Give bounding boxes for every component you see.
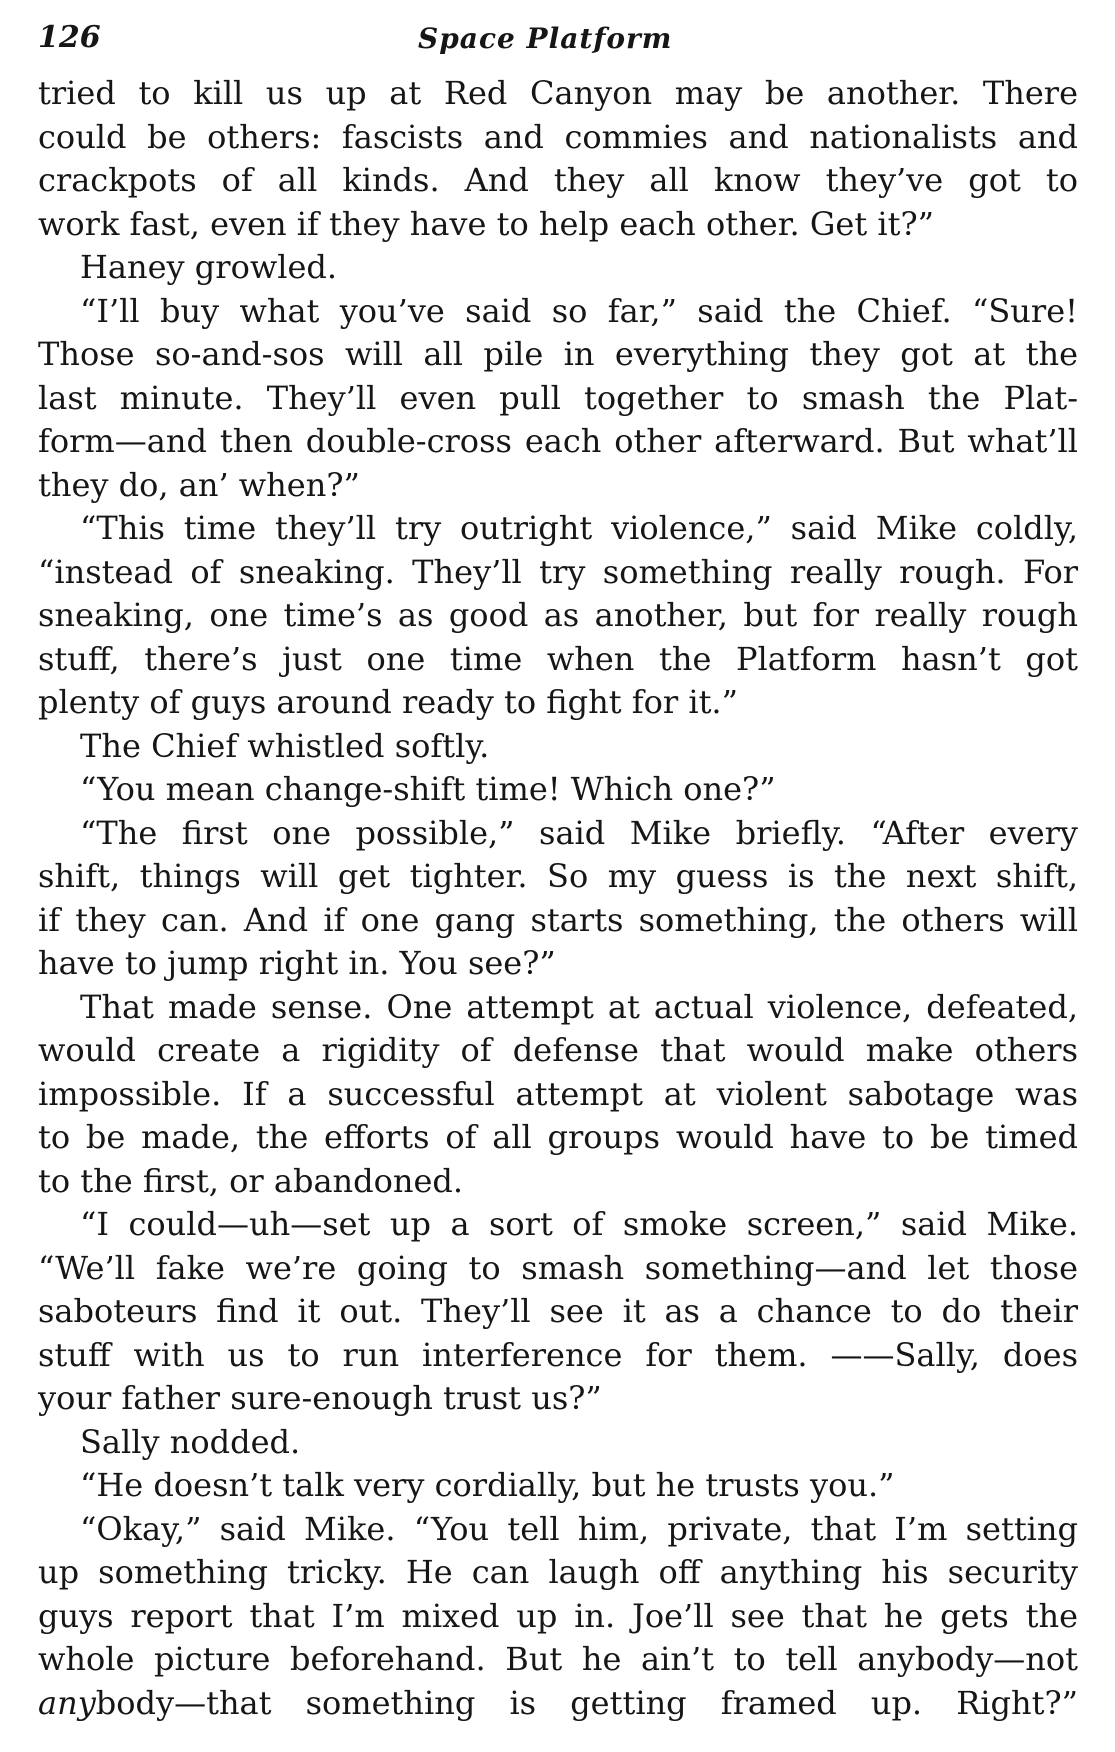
text-line: tried to kill us up at Red Canyon may be another. There [38, 74, 1078, 112]
text-line: work fast, even if they have to help each other. Get it?” [38, 204, 934, 243]
text-line: saboteurs find it out. They’ll see it as a chance to do their [38, 1292, 1078, 1330]
text-line: “He doesn’t talk very cordially, but he trusts you.” [80, 1466, 895, 1504]
text-line: shift, things will get tighter. So my guess is the next shift, [38, 857, 1078, 895]
text-line: they do, an’ when?” [38, 465, 360, 504]
text-line-final [38, 1682, 1078, 1726]
text-line: Sally nodded. [80, 1422, 301, 1461]
text-line: Those so-and-sos will all pile in everything they got at the [38, 335, 1078, 373]
text-line: sneaking, one time’s as good as another, but for really rough [38, 596, 1078, 634]
body-text [38, 72, 1078, 1725]
text-line: The Chief whistled softly. [80, 726, 490, 765]
text-line: “This time they’ll try outright violence,” said Mike coldly, [80, 509, 1078, 547]
text-line: plenty of guys around ready to fight for it.” [38, 683, 738, 721]
text-line: stuff with us to run interference for them. ——Sally, does [38, 1335, 1078, 1374]
text-line: would create a rigidity of defense that would make others [38, 1031, 1078, 1069]
text-line: “Okay,” said Mike. “You tell him, private, that I’m setting [80, 1509, 1078, 1548]
emphasis-text: any [38, 1683, 96, 1722]
text-line: have to jump right in. You see?” [38, 944, 556, 982]
text-line: “You mean change-shift time! Which one?” [80, 770, 776, 808]
text-line: “I’ll buy what you’ve said so far,” said the Chief. “Sure! [80, 291, 1078, 330]
page-number: 126 [38, 20, 101, 55]
text-line: if they can. And if one gang starts something, the others will [38, 900, 1078, 939]
text-line: form—and then double-cross each other afterward. But what’ll [38, 422, 1078, 460]
page-header [38, 18, 1078, 66]
running-head: Space Platform [418, 22, 673, 55]
text-line: guys report that I’m mixed up in. Joe’ll see that he gets the [38, 1596, 1078, 1635]
text-line: to the first, or abandoned. [38, 1161, 464, 1200]
text-line: your father sure-enough trust us?” [38, 1379, 602, 1417]
text-line: last minute. They’ll even pull together to smash the Plat- [38, 378, 1078, 417]
text-line: “The first one possible,” said Mike briefly. “After every [80, 813, 1078, 852]
text-line: “We’ll fake we’re going to smash something—and let those [38, 1248, 1078, 1287]
final-line-text: body—that something is getting framed up. Right?” [95, 1683, 1078, 1722]
text-line: crackpots of all kinds. And they all know they’ve got to [38, 161, 1078, 199]
text-line: stuff, there’s just one time when the Platform hasn’t got [38, 639, 1078, 678]
text-line: to be made, the efforts of all groups would have to be timed [38, 1118, 1078, 1156]
text-line: Haney growled. [80, 248, 338, 286]
text-line: “I could—uh—set up a sort of smoke screen,” said Mike. [80, 1205, 1078, 1243]
text-line: whole picture beforehand. But he ain’t to tell anybody—not [38, 1640, 1078, 1678]
text-line: impossible. If a successful attempt at violent sabotage was [38, 1074, 1078, 1113]
text-line: That made sense. One attempt at actual violence, defeated, [80, 987, 1078, 1026]
text-line: could be others: fascists and commies and nationalists and [38, 117, 1078, 156]
text-line: up something tricky. He can laugh off anything his security [38, 1553, 1078, 1591]
text-line: “instead of sneaking. They’ll try something really rough. For [38, 552, 1078, 591]
